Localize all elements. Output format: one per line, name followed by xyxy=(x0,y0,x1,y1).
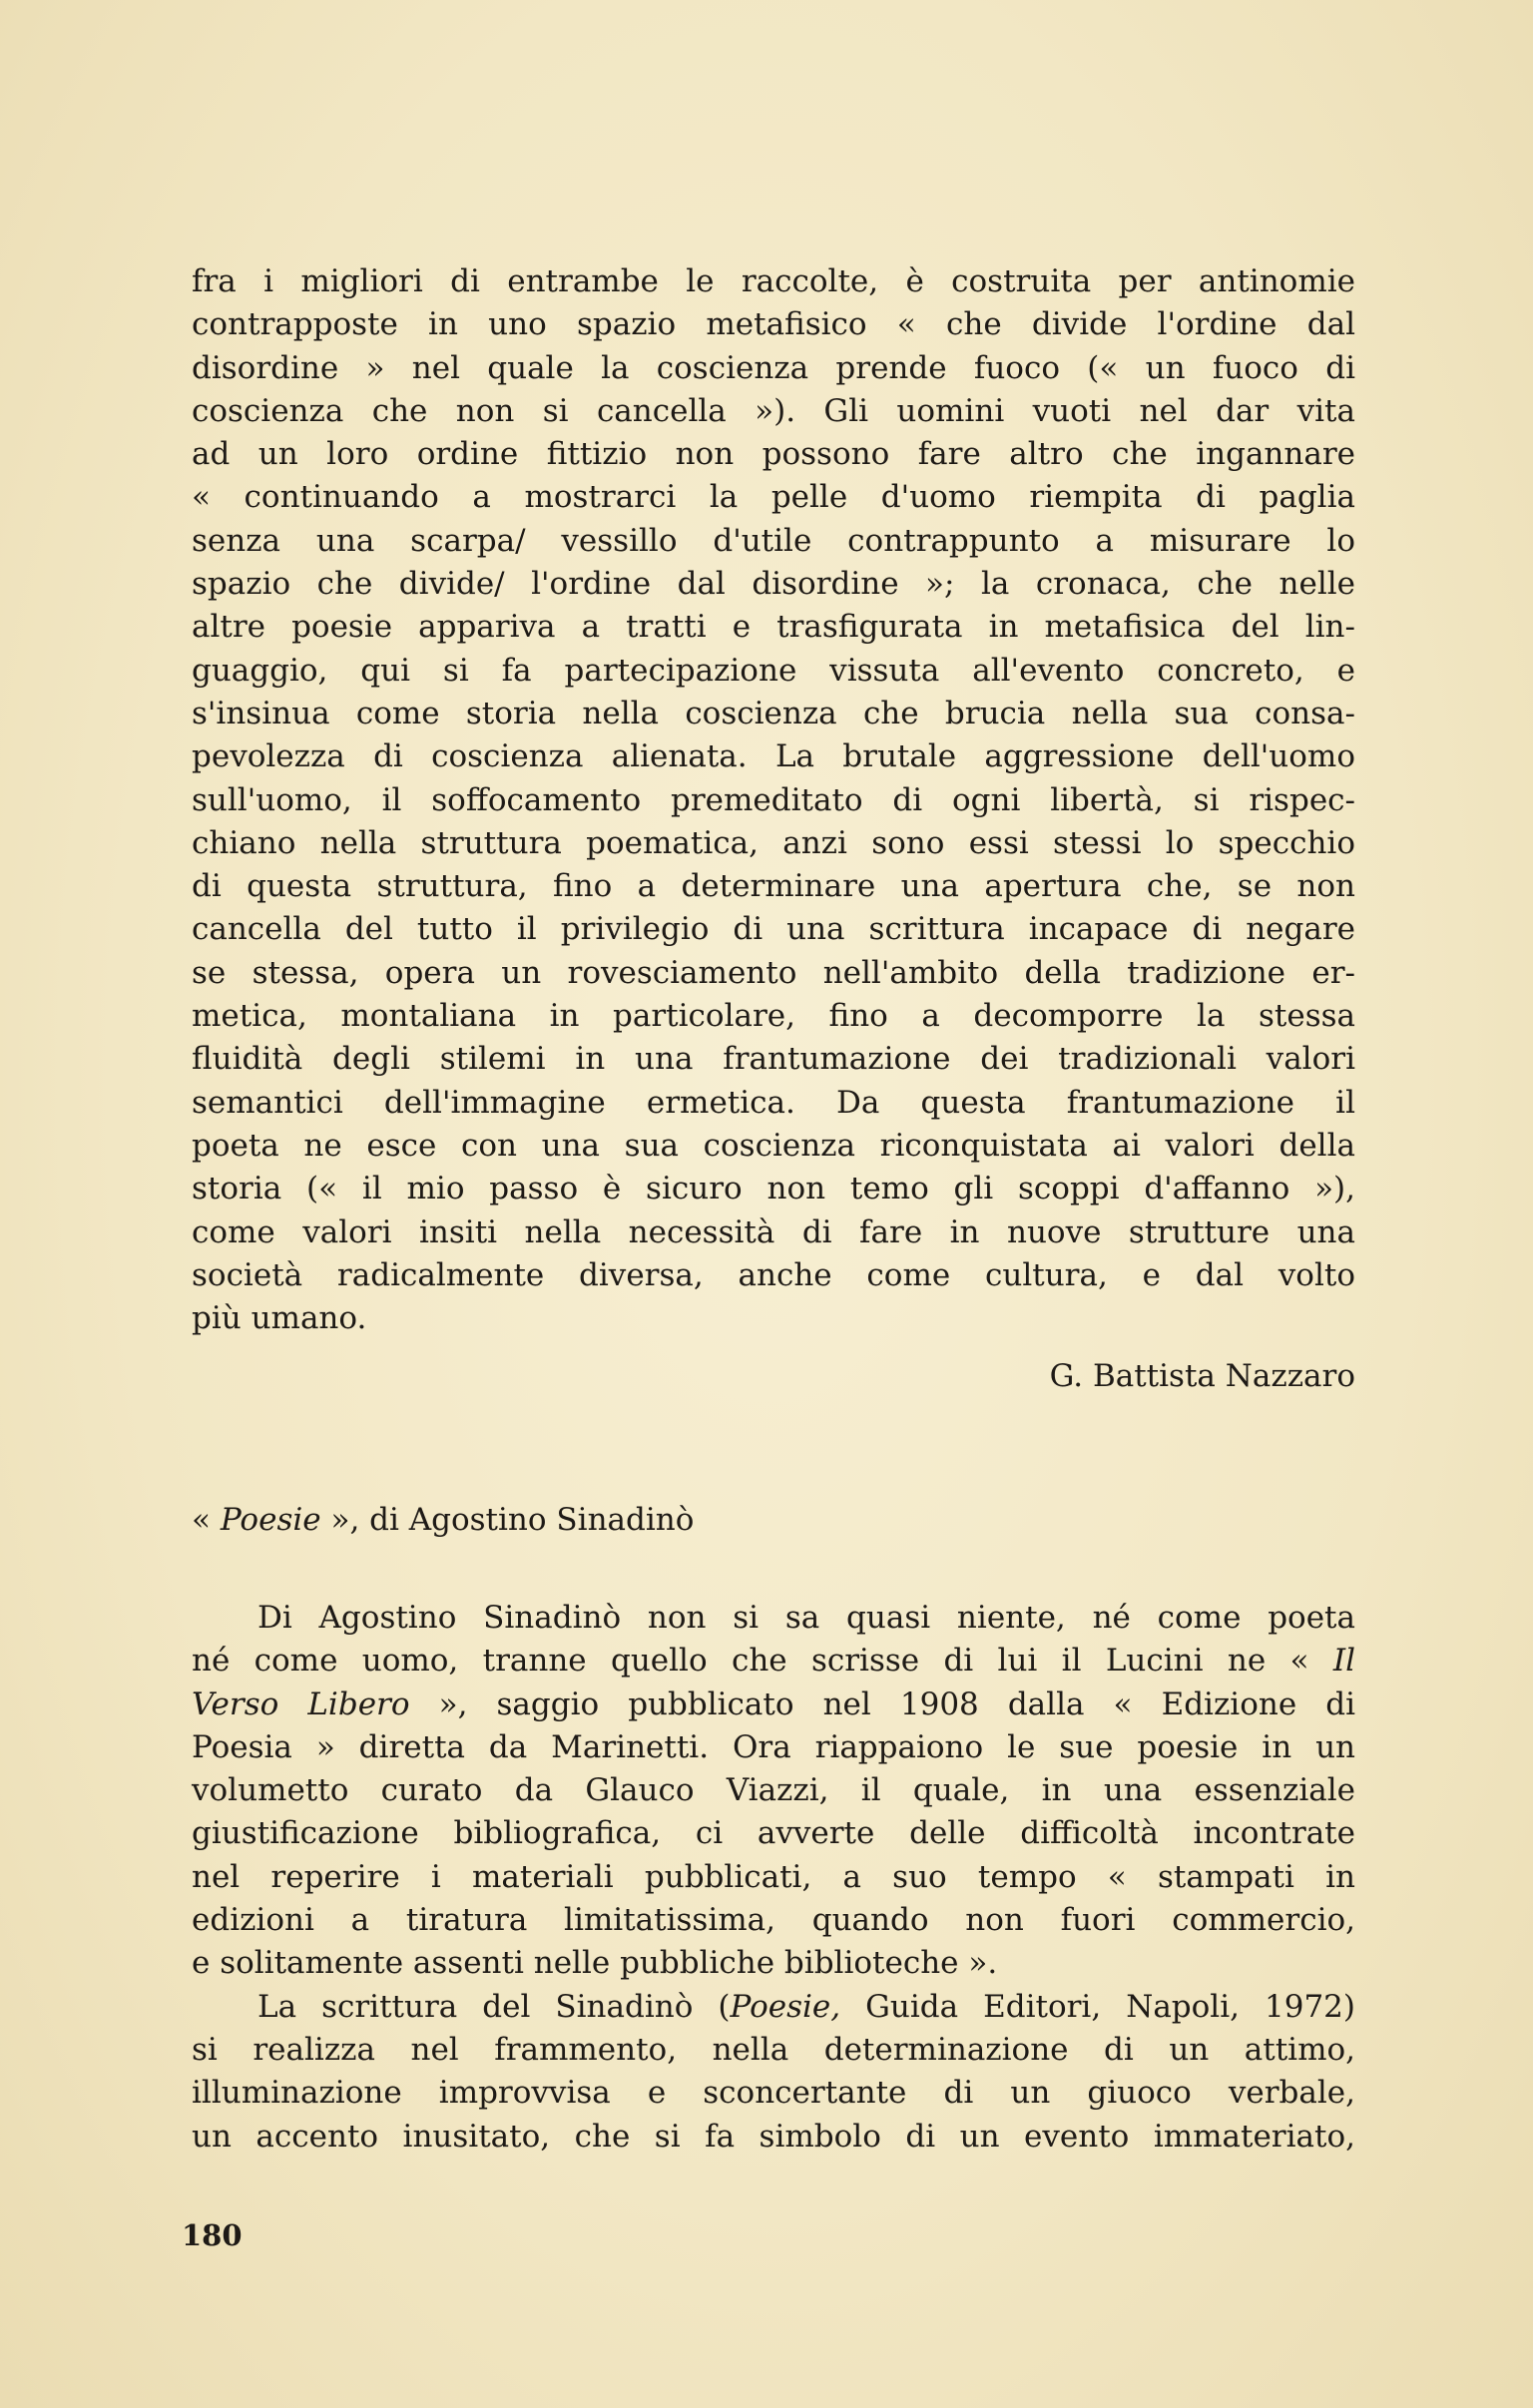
heading-open-quote: « xyxy=(192,1502,221,1538)
text-line: volumetto curato da Glauco Viazzi, il quale, in una essenziale xyxy=(192,1772,1355,1809)
text-line: edizioni a tiratura limitatissima, quando non fuori commercio, xyxy=(192,1902,1355,1939)
heading-close-quote: » xyxy=(320,1502,350,1538)
author-signature: G. Battista Nazzaro xyxy=(1049,1358,1355,1394)
text-line: illuminazione improvvisa e sconcertante di un giuoco verbale, xyxy=(192,2075,1355,2112)
text-line: spazio che divide/ l'ordine dal disordine »; la cronaca, che nelle xyxy=(192,566,1355,603)
text-line: contrapposte in uno spazio metafisico « che divide l'ordine dal xyxy=(192,306,1355,343)
text-line: metica, montaliana in particolare, fino a decomporre la stessa xyxy=(192,998,1355,1035)
text-line: se stessa, opera un rovesciamento nell'ambito della tradizione er- xyxy=(192,954,1355,991)
text-line: chiano nella struttura poematica, anzi sono essi stessi lo specchio xyxy=(192,824,1355,861)
text-segment: Guida Editori, Napoli, 1972) xyxy=(840,1988,1355,2025)
text-line: giustificazione bibliografica, ci avverte delle difficoltà incontrate xyxy=(192,1815,1355,1852)
text-segment: né come uomo, tranne quello che scrisse di lui il Lucini ne « xyxy=(192,1643,1333,1680)
text-line: nel reperire i materiali pubblicati, a suo tempo « stampati in xyxy=(192,1858,1355,1895)
text-line: ad un loro ordine fittizio non possono fare altro che ingannare xyxy=(192,436,1355,473)
text-line: poeta ne esce con una sua coscienza riconquistata ai valori della xyxy=(192,1127,1355,1164)
page-number: 180 xyxy=(182,2218,243,2252)
text-line: di questa struttura, fino a determinare una apertura che, se non xyxy=(192,868,1355,905)
text-line: fluidità degli stilemi in una frantumazione dei tradizionali valori xyxy=(192,1041,1355,1078)
text-line xyxy=(192,1640,1355,1683)
text-line: senza una scarpa/ vessillo d'utile contrappunto a misurare lo xyxy=(192,522,1355,559)
text-line: pevolezza di coscienza alienata. La brutale aggressione dell'uomo xyxy=(192,738,1355,775)
italic-title-segment: Il xyxy=(1332,1643,1355,1680)
text-line: società radicalmente diversa, anche come cultura, e dal volto xyxy=(192,1256,1355,1293)
review-continuation-text xyxy=(192,260,1355,1340)
text-line: altre poesie appariva a tratti e trasfigurata in metafisica del lin- xyxy=(192,609,1355,646)
text-segment: », saggio pubblicato nel 1908 dalla « Edizione di xyxy=(409,1686,1356,1722)
text-line: sull'uomo, il soffocamento premeditato di ogni libertà, si rispec- xyxy=(192,781,1355,818)
italic-title-segment: Poesie, xyxy=(730,1988,841,2025)
review-body-text xyxy=(192,1597,1355,2159)
italic-title-segment: Verso Libero xyxy=(192,1686,410,1722)
heading-book-title: Poesie xyxy=(220,1502,321,1538)
text-line: storia (« il mio passo è sicuro non temo gli scoppi d'affanno »), xyxy=(192,1171,1355,1207)
text-line: s'insinua come storia nella coscienza che brucia nella sua consa- xyxy=(192,695,1355,731)
text-line xyxy=(192,1684,1355,1726)
text-line: semantici dell'immagine ermetica. Da questa frantumazione il xyxy=(192,1084,1355,1121)
text-line xyxy=(192,1986,1355,2029)
text-line: Di Agostino Sinadinò non si sa quasi niente, né come poeta xyxy=(257,1600,1355,1636)
review-heading xyxy=(192,1499,694,1542)
text-line: guaggio, qui si fa partecipazione vissuta all'evento concreto, e xyxy=(192,652,1355,689)
text-line: coscienza che non si cancella »). Gli uomini vuoti nel dar vita xyxy=(192,392,1355,429)
heading-author: , di Agostino Sinadinò xyxy=(349,1502,695,1538)
text-segment: La scrittura del Sinadinò ( xyxy=(257,1988,731,2025)
text-line: e solitamente assenti nelle pubbliche biblioteche ». xyxy=(192,1945,998,1982)
text-line: Poesia » diretta da Marinetti. Ora riappaiono le sue poesie in un xyxy=(192,1728,1355,1765)
text-line: come valori insiti nella necessità di fare in nuove strutture una xyxy=(192,1213,1355,1250)
text-line: un accento inusitato, che si fa simbolo di un evento immateriato, xyxy=(192,2118,1355,2155)
text-line: disordine » nel quale la coscienza prende fuoco (« un fuoco di xyxy=(192,349,1355,386)
text-line: fra i migliori di entrambe le raccolte, è costruita per antinomie xyxy=(192,263,1355,299)
text-line: si realizza nel frammento, nella determinazione di un attimo, xyxy=(192,2031,1355,2068)
text-line: « continuando a mostrarci la pelle d'uomo riempita di paglia xyxy=(192,479,1355,516)
text-line: più umano. xyxy=(192,1300,367,1337)
text-line: cancella del tutto il privilegio di una scrittura incapace di negare xyxy=(192,911,1355,948)
